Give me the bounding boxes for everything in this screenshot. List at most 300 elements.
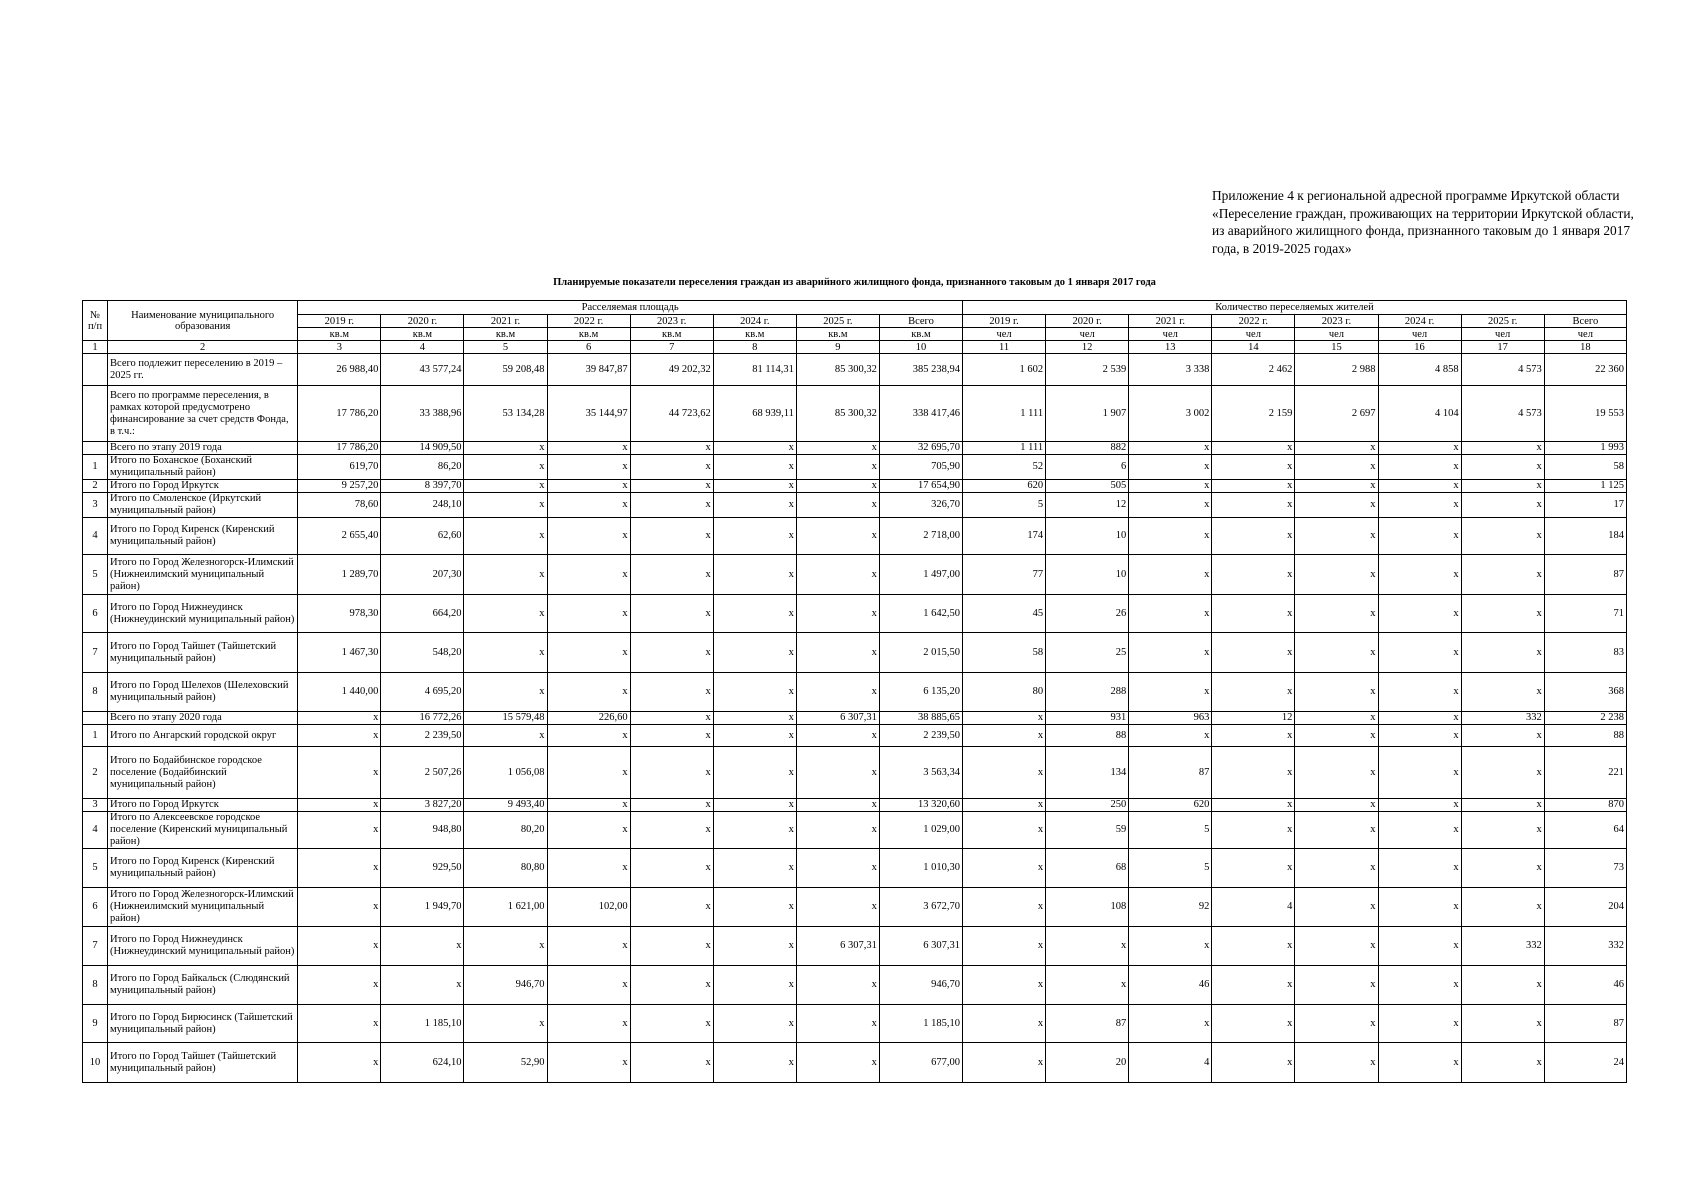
people-value: x [1295, 518, 1378, 555]
people-value: 4 [1129, 1043, 1212, 1083]
people-value: 1 125 [1544, 480, 1626, 493]
table-row [83, 480, 1627, 493]
people-value: 2 462 [1212, 354, 1295, 386]
area-value: 677,00 [879, 1043, 962, 1083]
area-value: x [796, 455, 879, 480]
people-value: x [963, 888, 1046, 927]
area-value: x [630, 725, 713, 747]
area-value: x [796, 747, 879, 799]
header-area-unit: кв.м [796, 328, 879, 341]
area-value: x [547, 747, 630, 799]
row-number: 7 [83, 633, 108, 673]
row-number: 2 [83, 480, 108, 493]
table-row [83, 442, 1627, 455]
header-area-unit: кв.м [298, 328, 381, 341]
area-value: x [547, 1005, 630, 1043]
area-value: 39 847,87 [547, 354, 630, 386]
table-row [83, 799, 1627, 812]
table-row [83, 725, 1627, 747]
header-people-unit: чел [1295, 328, 1378, 341]
municipality-name: Итого по Город Иркутск [108, 480, 298, 493]
people-value: 52 [963, 455, 1046, 480]
table-row [83, 927, 1627, 966]
people-value: 2 988 [1295, 354, 1378, 386]
row-number: 8 [83, 673, 108, 712]
people-value: 1 111 [963, 386, 1046, 442]
area-value: 85 300,32 [796, 354, 879, 386]
header-area-year: Всего [879, 315, 962, 328]
row-number: 7 [83, 927, 108, 966]
people-value: x [963, 725, 1046, 747]
people-value: x [1378, 1043, 1461, 1083]
area-value: 946,70 [879, 966, 962, 1005]
people-value: x [1129, 455, 1212, 480]
people-value: 3 338 [1129, 354, 1212, 386]
area-value: 8 397,70 [381, 480, 464, 493]
people-value: x [1461, 493, 1544, 518]
people-value: 4 573 [1461, 386, 1544, 442]
area-value: x [464, 633, 547, 673]
people-value: x [1129, 633, 1212, 673]
area-value: 978,30 [298, 595, 381, 633]
header-area-unit: кв.м [547, 328, 630, 341]
area-value: 6 135,20 [879, 673, 962, 712]
header-column-number: 17 [1461, 341, 1544, 354]
area-value: x [464, 725, 547, 747]
people-value: x [963, 799, 1046, 812]
people-value: x [1295, 673, 1378, 712]
area-value: 35 144,97 [547, 386, 630, 442]
header-column-number: 5 [464, 341, 547, 354]
header-column-number: 3 [298, 341, 381, 354]
area-value: x [547, 595, 630, 633]
table-row [83, 1043, 1627, 1083]
people-value: x [1461, 725, 1544, 747]
area-value: 26 988,40 [298, 354, 381, 386]
people-value: 2 238 [1544, 712, 1626, 725]
area-value: 385 238,94 [879, 354, 962, 386]
row-number: 6 [83, 888, 108, 927]
municipality-name: Итого по Город Железногорск-Илимский (Нижнеилимский муниципальный район) [108, 555, 298, 595]
people-value: 25 [1046, 633, 1129, 673]
area-value: 3 563,34 [879, 747, 962, 799]
area-value: x [630, 595, 713, 633]
header-column-number: 12 [1046, 341, 1129, 354]
area-value: x [630, 888, 713, 927]
area-value: x [547, 555, 630, 595]
people-value: x [963, 712, 1046, 725]
area-value: x [630, 493, 713, 518]
area-value: 85 300,32 [796, 386, 879, 442]
people-value: x [1212, 799, 1295, 812]
row-number: 2 [83, 747, 108, 799]
municipality-name: Итого по Город Иркутск [108, 799, 298, 812]
table-row [83, 518, 1627, 555]
row-number [83, 386, 108, 442]
area-value: x [630, 518, 713, 555]
people-value: 12 [1212, 712, 1295, 725]
people-value: 184 [1544, 518, 1626, 555]
area-value: 9 257,20 [298, 480, 381, 493]
header-people-unit: чел [1129, 328, 1212, 341]
area-value: x [298, 888, 381, 927]
area-value: x [713, 1043, 796, 1083]
table-row [83, 455, 1627, 480]
header-people-year: 2023 г. [1295, 315, 1378, 328]
area-value: 80,80 [464, 849, 547, 888]
people-value: x [1461, 518, 1544, 555]
area-value: x [713, 812, 796, 849]
area-value: 624,10 [381, 1043, 464, 1083]
area-value: 2 655,40 [298, 518, 381, 555]
people-value: x [1212, 812, 1295, 849]
area-value: x [713, 493, 796, 518]
people-value: 963 [1129, 712, 1212, 725]
people-value: x [1212, 673, 1295, 712]
area-value: x [464, 455, 547, 480]
header-people-unit: чел [1544, 328, 1626, 341]
area-value: x [713, 673, 796, 712]
header-people-year: 2022 г. [1212, 315, 1295, 328]
people-value: x [1295, 747, 1378, 799]
people-value: x [1461, 673, 1544, 712]
header-people-year: 2025 г. [1461, 315, 1544, 328]
area-value: x [464, 480, 547, 493]
people-value: x [1212, 455, 1295, 480]
people-value: x [1295, 493, 1378, 518]
table-row [83, 633, 1627, 673]
row-number: 8 [83, 966, 108, 1005]
area-value: x [464, 442, 547, 455]
area-value: x [298, 927, 381, 966]
municipality-name: Итого по Город Нижнеудинск (Нижнеудинский муниципальный район) [108, 595, 298, 633]
area-value: 1 440,00 [298, 673, 381, 712]
people-value: x [1378, 518, 1461, 555]
area-value: x [547, 849, 630, 888]
people-value: x [1212, 480, 1295, 493]
area-value: 946,70 [464, 966, 547, 1005]
header-area-year: 2024 г. [713, 315, 796, 328]
municipality-name: Итого по Город Киренск (Киренский муниципальный район) [108, 849, 298, 888]
area-value: 32 695,70 [879, 442, 962, 455]
table-row [83, 747, 1627, 799]
municipality-name: Итого по Ангарский городской округ [108, 725, 298, 747]
municipality-name: Итого по Город Тайшет (Тайшетский муниципальный район) [108, 633, 298, 673]
table-row [83, 493, 1627, 518]
area-value: 2 718,00 [879, 518, 962, 555]
people-value: 22 360 [1544, 354, 1626, 386]
row-number: 3 [83, 799, 108, 812]
people-value: x [1295, 1043, 1378, 1083]
people-value: x [1129, 442, 1212, 455]
header-area-unit: кв.м [879, 328, 962, 341]
people-value: x [1212, 442, 1295, 455]
area-value: 17 654,90 [879, 480, 962, 493]
people-value: x [963, 812, 1046, 849]
people-value: 87 [1046, 1005, 1129, 1043]
header-column-number: 15 [1295, 341, 1378, 354]
people-value: 73 [1544, 849, 1626, 888]
area-value: 1 185,10 [879, 1005, 962, 1043]
people-value: x [1046, 966, 1129, 1005]
area-value: 929,50 [381, 849, 464, 888]
people-value: 3 002 [1129, 386, 1212, 442]
area-value: x [464, 518, 547, 555]
municipality-name: Итого по Город Тайшет (Тайшетский муниципальный район) [108, 1043, 298, 1083]
people-value: x [1378, 455, 1461, 480]
people-value: 108 [1046, 888, 1129, 927]
document-title: Планируемые показатели переселения граждан из аварийного жилищного фонда, признанного таковым до 1 января 2017 года [553, 277, 1156, 288]
area-value: 1 949,70 [381, 888, 464, 927]
municipality-name: Итого по Алексеевское городское поселение (Киренский муниципальный район) [108, 812, 298, 849]
header-people-year: 2020 г. [1046, 315, 1129, 328]
people-value: x [1461, 455, 1544, 480]
area-value: x [713, 633, 796, 673]
people-value: 58 [1544, 455, 1626, 480]
municipality-name: Всего подлежит переселению в 2019 – 2025 гг. [108, 354, 298, 386]
area-value: 1 056,08 [464, 747, 547, 799]
table-row [83, 354, 1627, 386]
people-value: x [1378, 747, 1461, 799]
area-value: 338 417,46 [879, 386, 962, 442]
area-value: 6 307,31 [796, 927, 879, 966]
area-value: x [630, 747, 713, 799]
people-value: x [1378, 673, 1461, 712]
people-value: x [963, 966, 1046, 1005]
area-value: x [630, 799, 713, 812]
area-value: 619,70 [298, 455, 381, 480]
area-value: x [464, 927, 547, 966]
area-value: 664,20 [381, 595, 464, 633]
people-value: x [1129, 480, 1212, 493]
header-area-year: 2021 г. [464, 315, 547, 328]
area-value: 1 289,70 [298, 555, 381, 595]
people-value: 87 [1544, 555, 1626, 595]
area-value: x [547, 673, 630, 712]
row-number: 1 [83, 455, 108, 480]
area-value: 248,10 [381, 493, 464, 518]
people-value: x [1212, 927, 1295, 966]
header-people-unit: чел [963, 328, 1046, 341]
area-value: 33 388,96 [381, 386, 464, 442]
area-value: 80,20 [464, 812, 547, 849]
area-value: 2 239,50 [879, 725, 962, 747]
people-value: x [1378, 712, 1461, 725]
people-value: x [1129, 555, 1212, 595]
people-value: 19 553 [1544, 386, 1626, 442]
people-value: x [1129, 595, 1212, 633]
area-value: 6 307,31 [796, 712, 879, 725]
area-value: x [630, 442, 713, 455]
header-people-unit: чел [1046, 328, 1129, 341]
people-value: x [1461, 966, 1544, 1005]
table-row [83, 812, 1627, 849]
area-value: x [630, 633, 713, 673]
header-people-unit: чел [1378, 328, 1461, 341]
people-value: x [1378, 812, 1461, 849]
people-value: 6 [1046, 455, 1129, 480]
people-value: x [1295, 712, 1378, 725]
area-value: 49 202,32 [630, 354, 713, 386]
area-value: x [547, 518, 630, 555]
row-number: 5 [83, 849, 108, 888]
area-value: 2 015,50 [879, 633, 962, 673]
people-value: x [1129, 518, 1212, 555]
people-value: 620 [1129, 799, 1212, 812]
header-people-unit: чел [1212, 328, 1295, 341]
area-value: x [298, 712, 381, 725]
area-value: x [464, 555, 547, 595]
people-value: 931 [1046, 712, 1129, 725]
municipality-name: Итого по Город Бирюсинск (Тайшетский муниципальный район) [108, 1005, 298, 1043]
people-value: 10 [1046, 518, 1129, 555]
area-value: x [298, 966, 381, 1005]
area-value: x [796, 673, 879, 712]
table-row [83, 595, 1627, 633]
area-value: x [796, 1005, 879, 1043]
area-value: x [796, 725, 879, 747]
people-value: 174 [963, 518, 1046, 555]
area-value: x [298, 849, 381, 888]
area-value: x [630, 849, 713, 888]
area-value: 68 939,11 [713, 386, 796, 442]
appendix-note: Приложение 4 к региональной адресной программе Иркутской области «Переселение граждан, проживающих на территории Иркутской области, из аварийного жилищного фонда, признанного таковым до 1 января 2017 года, в 2019-2025 годах» [1212, 188, 1634, 256]
people-value: x [1129, 927, 1212, 966]
area-value: 59 208,48 [464, 354, 547, 386]
people-value: 332 [1461, 927, 1544, 966]
people-value: 1 907 [1046, 386, 1129, 442]
municipality-name: Итого по Город Байкальск (Слюдянский муниципальный район) [108, 966, 298, 1005]
people-value: x [1461, 888, 1544, 927]
area-value: 17 786,20 [298, 386, 381, 442]
row-number [83, 442, 108, 455]
people-value: x [1295, 595, 1378, 633]
area-value: x [713, 1005, 796, 1043]
municipality-name: Итого по Город Нижнеудинск (Нижнеудинский муниципальный район) [108, 927, 298, 966]
area-value: 81 114,31 [713, 354, 796, 386]
people-value: 5 [963, 493, 1046, 518]
header-area-year: 2022 г. [547, 315, 630, 328]
row-number [83, 354, 108, 386]
people-value: 5 [1129, 812, 1212, 849]
row-number: 6 [83, 595, 108, 633]
people-value: x [1461, 1043, 1544, 1083]
row-number: 3 [83, 493, 108, 518]
area-value: x [298, 1043, 381, 1083]
people-value: x [1129, 725, 1212, 747]
area-value: 53 134,28 [464, 386, 547, 442]
header-people-year: 2019 г. [963, 315, 1046, 328]
people-value: x [963, 849, 1046, 888]
table-row [83, 966, 1627, 1005]
people-value: 4 [1212, 888, 1295, 927]
people-value: 46 [1544, 966, 1626, 1005]
header-area-unit: кв.м [381, 328, 464, 341]
people-value: 882 [1046, 442, 1129, 455]
municipality-name: Всего по этапу 2020 года [108, 712, 298, 725]
area-value: x [796, 442, 879, 455]
area-value: x [630, 455, 713, 480]
header-people-year: 2021 г. [1129, 315, 1212, 328]
people-value: x [1461, 595, 1544, 633]
people-value: x [1295, 633, 1378, 673]
people-value: x [963, 1043, 1046, 1083]
people-value: 77 [963, 555, 1046, 595]
area-value: 1 467,30 [298, 633, 381, 673]
area-value: 78,60 [298, 493, 381, 518]
area-value: 38 885,65 [879, 712, 962, 725]
header-column-number: 1 [83, 341, 108, 354]
area-value: x [547, 966, 630, 1005]
people-value: x [1461, 442, 1544, 455]
area-value: x [713, 455, 796, 480]
header-people-unit: чел [1461, 328, 1544, 341]
area-value: 86,20 [381, 455, 464, 480]
people-value: 87 [1544, 1005, 1626, 1043]
area-value: 43 577,24 [381, 354, 464, 386]
people-value: 870 [1544, 799, 1626, 812]
people-value: 250 [1046, 799, 1129, 812]
table-row [83, 673, 1627, 712]
area-value: x [796, 595, 879, 633]
area-value: x [464, 1005, 547, 1043]
area-value: x [713, 712, 796, 725]
area-value: x [630, 673, 713, 712]
header-column-number: 11 [963, 341, 1046, 354]
area-value: x [796, 888, 879, 927]
area-value: x [464, 673, 547, 712]
people-value: x [1378, 1005, 1461, 1043]
people-value: x [1295, 812, 1378, 849]
row-number: 4 [83, 518, 108, 555]
people-value: x [1378, 725, 1461, 747]
header-area-year: 2025 г. [796, 315, 879, 328]
people-value: x [1295, 555, 1378, 595]
people-value: 5 [1129, 849, 1212, 888]
people-value: 221 [1544, 747, 1626, 799]
people-value: x [1295, 799, 1378, 812]
people-value: x [1378, 633, 1461, 673]
header-column-number: 18 [1544, 341, 1626, 354]
area-value: 62,60 [381, 518, 464, 555]
area-value: 13 320,60 [879, 799, 962, 812]
area-value: x [713, 555, 796, 595]
people-value: x [1129, 673, 1212, 712]
people-value: 2 159 [1212, 386, 1295, 442]
people-value: x [1295, 480, 1378, 493]
area-value: x [796, 493, 879, 518]
people-value: x [1212, 966, 1295, 1005]
area-value: x [796, 555, 879, 595]
area-value: x [630, 1005, 713, 1043]
area-value: x [630, 712, 713, 725]
people-value: x [1378, 480, 1461, 493]
area-value: x [547, 442, 630, 455]
area-value: 948,80 [381, 812, 464, 849]
area-value: x [796, 799, 879, 812]
people-value: x [1295, 442, 1378, 455]
people-value: x [1212, 849, 1295, 888]
municipality-name: Итого по Бодайбинское городское поселение (Бодайбинский муниципальный район) [108, 747, 298, 799]
header-column-number: 9 [796, 341, 879, 354]
header-column-number: 4 [381, 341, 464, 354]
people-value: x [1295, 455, 1378, 480]
area-value: 1 497,00 [879, 555, 962, 595]
area-value: x [713, 799, 796, 812]
area-value: 15 579,48 [464, 712, 547, 725]
area-value: 1 621,00 [464, 888, 547, 927]
people-value: x [1378, 799, 1461, 812]
